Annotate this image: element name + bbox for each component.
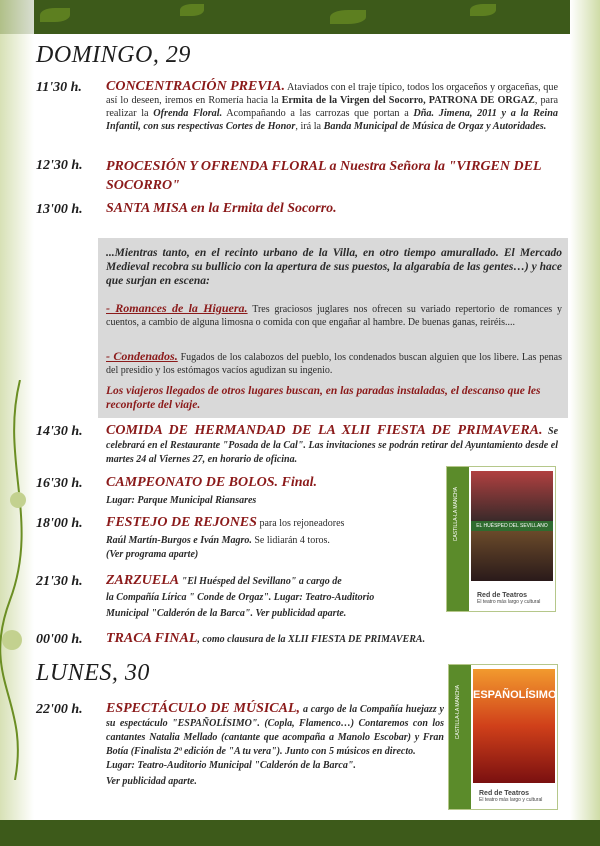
event-time: 00'00 h.	[36, 632, 83, 647]
event-zarzuela: 21'30 h. ZARZUELA "El Huésped del Sevillano" a cargo de la Compañía Lírica " Conde de Orgaz". Lugar: Teatro-Auditorio Municipal "Calderón de la Barca". Ver publicidad aparte.	[36, 573, 375, 619]
event-title: SANTA MISA en la Ermita del Socorro.	[106, 201, 337, 216]
top-border	[0, 0, 600, 34]
day-heading-monday: LUNES, 30	[36, 660, 150, 686]
event-title: FESTEJO DE REJONES	[106, 515, 257, 530]
event-title: ZARZUELA	[106, 573, 180, 588]
event-time: 11'30 h.	[36, 80, 82, 95]
event-title: ESPECTÁCULO DE MÚSICAL,	[106, 701, 301, 716]
event-time: 16'30 h.	[36, 476, 83, 491]
medieval-intro: ...Mientras tanto, en el recinto urbano de la Villa, en otro tiempo amurallado. El Mercado Medieval recobra su bullicio con la apertura de sus puestos, la algarabía de las gentes…) y hace que surjan en escena:	[106, 247, 562, 287]
event-misa	[36, 202, 558, 222]
event-rejones: 18'00 h. FESTEJO DE REJONES para los rejoneadores Raúl Martín-Burgos e Iván Magro. Se lidiarán 4 toros. (Ver programa aparte)	[36, 515, 345, 560]
right-decoration	[570, 0, 600, 846]
poster-title: ESPAÑOLÍSIMO	[473, 689, 557, 701]
poster-photo	[473, 669, 555, 783]
event-title: PROCESIÓN Y OFRENDA FLORAL a Nuestra Señora la "VIRGEN DEL SOCORRO"	[106, 159, 541, 193]
espanolisimo-poster: CASTILLA-LA MANCHA ESPAÑOLÍSIMO Red de Teatros El teatro más largo y cultural	[448, 664, 558, 810]
event-time: 13'00 h.	[36, 202, 83, 217]
event-time: 14'30 h.	[36, 424, 83, 439]
day-heading-sunday: DOMINGO, 29	[36, 42, 191, 68]
event-comida: 14'30 h. COMIDA DE HERMANDAD DE LA XLII FIESTA DE PRIMAVERA. Se celebrará en el Restaurante "Posada de la Cal". Las invitaciones se podrán retirar del Ayuntamiento desde el martes 24 al Viernes 27, en horario de oficina.	[36, 423, 559, 465]
event-time: 21'30 h.	[36, 574, 83, 589]
red-teatros-logo: Red de Teatros El teatro más largo y cultural	[477, 592, 541, 605]
event-title: CAMPEONATO DE BOLOS. Final.	[106, 475, 317, 490]
event-title: CONCENTRACIÓN PREVIA.	[106, 79, 285, 94]
zarzuela-poster: CASTILLA-LA MANCHA EL HUÉSPED DEL SEVILLANO Red de Teatros El teatro más largo y cultural	[446, 466, 556, 612]
red-teatros-logo: Red de Teatros El teatro más largo y cultural	[479, 790, 543, 803]
medieval-closing: Los viajeros llegados de otros lugares buscan, en las paradas instaladas, el descanso que les reconforte del viaje.	[106, 385, 541, 411]
event-traca: 00'00 h. TRACA FINAL, como clausura de la XLII FIESTA DE PRIMAVERA.	[36, 631, 426, 647]
event-espectaculo: 22'00 h. ESPECTÁCULO DE MÚSICAL, a cargo de la Compañía huejazz y su espectáculo "ESPAÑOLÍSIMO". (Copla, Flamenco…) Contaremos con los cantantes Natalia Mellado (cantante que acompaña a Manolo Escobar) y Fran Botía (Finalista 2ª edición de "A tu vera"). Junto con 5 músicos en directo. Lugar: Teatro-Auditorio Municipal "Calderón de la Barca". Ver publicidad aparte.	[36, 701, 444, 787]
event-procesion	[36, 158, 558, 194]
event-time: 22'00 h.	[36, 702, 83, 717]
program-page	[28, 36, 568, 822]
event-concentracion: 11'30 h. CONCENTRACIÓN PREVIA. Ataviados con el traje típico, todos los orgaceños y orgaceñas, que así lo deseen, iremos en Romería hacia la Ermita de la Virgen del Socorro, PATRONA DE ORGAZ, para realizar la Ofrenda Floral. Acompañando a las carrozas que portan a Dña. Jimena, 2011 y a la Reina Infantil, con sus respectivas Cortes de Honor, irá la Banda Municipal de Música de Orgaz y Autoridades.	[36, 79, 559, 132]
medieval-market-box	[98, 238, 568, 418]
poster-photo	[471, 531, 553, 581]
romances-paragraph: - Romances de la Higuera. Tres graciosos juglares nos ofrecen su variado repertorio de romances y cuentos, a cambio de alguna limosna o comida con que engañar al hambre. De buenas ganas, reiréis....	[106, 301, 563, 328]
event-time: 12'30 h.	[36, 158, 83, 173]
event-title: COMIDA DE HERMANDAD DE LA XLII FIESTA DE PRIMAVERA.	[106, 423, 543, 438]
bottom-border	[0, 820, 600, 846]
event-bolos: 16'30 h. CAMPEONATO DE BOLOS. Final. Lugar: Parque Municipal Riansares	[36, 476, 396, 510]
poster-photo	[471, 471, 553, 521]
condenados-paragraph: - Condenados. Fugados de los calabozos del pueblo, los condenados buscan alguien que los libere. Las penas del presidio y los estómagos vacíos agudizan su ingenio.	[106, 349, 563, 376]
event-title: TRACA FINAL	[106, 631, 198, 646]
event-time: 18'00 h.	[36, 516, 83, 531]
